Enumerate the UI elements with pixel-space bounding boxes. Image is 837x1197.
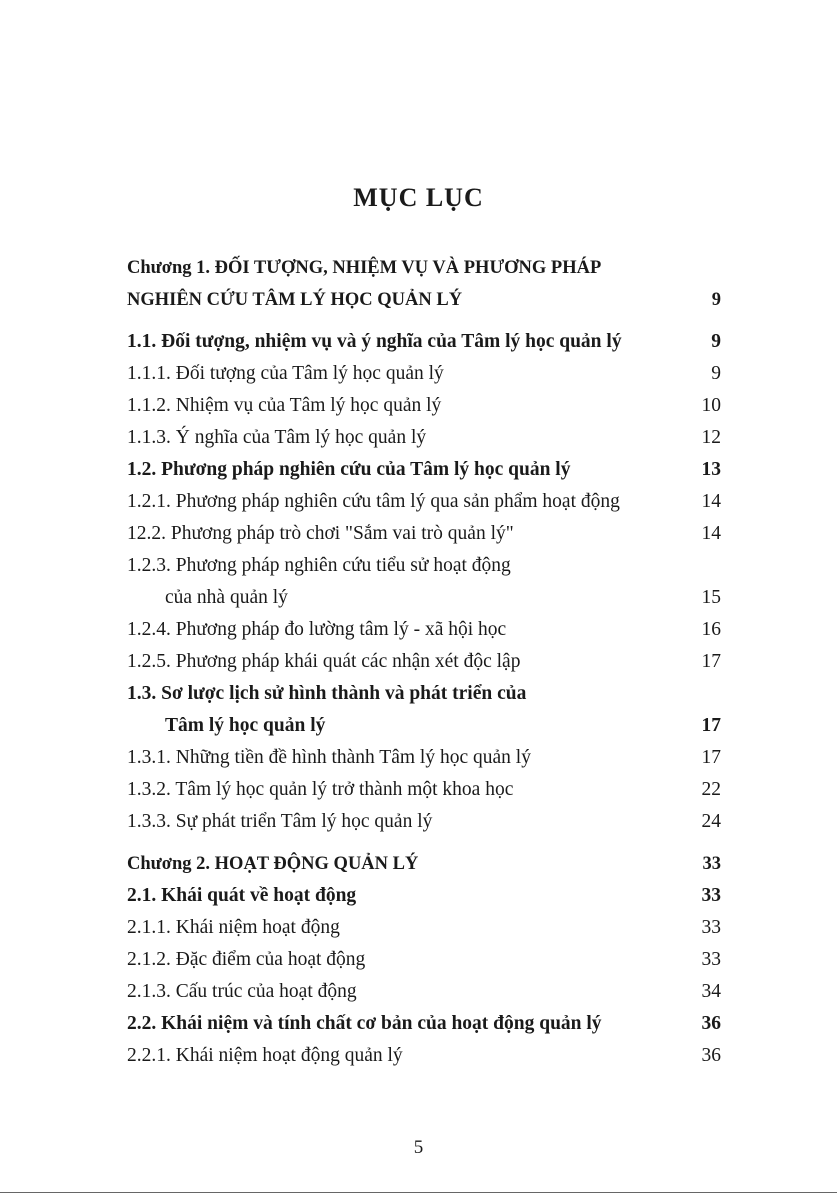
toc-entry-1-3-line1	[127, 678, 721, 710]
toc-entry-2-2-1	[127, 1040, 721, 1072]
toc-entry-text: 1.2.1. Phương pháp nghiên cứu tâm lý qua sản phẩm hoạt động	[127, 491, 620, 512]
toc-entry-text: 2.1.2. Đặc điểm của hoạt động	[127, 949, 366, 970]
toc-entry-text: 2.1. Khái quát về hoạt động	[127, 885, 357, 906]
toc-page-number: 14	[701, 523, 721, 544]
toc-entry-text: 1.2.3. Phương pháp nghiên cứu tiểu sử hoạt động	[127, 555, 511, 576]
toc-page-number: 9	[711, 331, 721, 352]
toc-entry-1-3-line2	[127, 710, 721, 742]
toc-entry-text: 1.3.3. Sự phát triển Tâm lý học quản lý	[127, 811, 433, 832]
toc-chapter-2-title: Chương 2. HOẠT ĐỘNG QUẢN LÝ	[127, 854, 419, 874]
toc-entry-2-2	[127, 1008, 721, 1040]
toc-entry-1-2-3-line1	[127, 550, 721, 582]
toc-entry-1-3-1	[127, 742, 721, 774]
toc-page-number: 34	[701, 981, 721, 1002]
toc-entry-1-2	[127, 454, 721, 486]
toc-entry-text: 1.2.4. Phương pháp đo lường tâm lý - xã hội học	[127, 619, 507, 640]
toc-entry-1-2-1	[127, 486, 721, 518]
toc-entry-text: 2.2.1. Khái niệm hoạt động quản lý	[127, 1045, 403, 1066]
toc-entry-text: 1.2. Phương pháp nghiên cứu của Tâm lý học quản lý	[127, 459, 571, 480]
toc-entry-text: 2.2. Khái niệm và tính chất cơ bản của hoạt động quản lý	[127, 1013, 602, 1034]
toc-chapter-1-subtitle: NGHIÊN CỨU TÂM LÝ HỌC QUẢN LÝ	[127, 290, 463, 310]
toc-entry-2-1	[127, 880, 721, 912]
toc-page-number: 13	[701, 459, 721, 480]
toc-entry-1-2-4	[127, 614, 721, 646]
toc-entry-text: 1.1.1. Đối tượng của Tâm lý học quản lý	[127, 363, 444, 384]
toc-entry-2-1-3	[127, 976, 721, 1008]
toc-chapter-2	[127, 848, 721, 880]
toc-entry-1-1-3	[127, 422, 721, 454]
toc-entry-text: 1.3. Sơ lược lịch sử hình thành và phát triển của	[127, 683, 527, 704]
toc-entry-text-continued: Tâm lý học quản lý	[165, 715, 326, 736]
toc-chapter-1-line1	[127, 252, 721, 284]
toc-page-number: 36	[701, 1045, 721, 1066]
page-bottom-edge	[0, 1192, 837, 1193]
toc-entry-2-1-1	[127, 912, 721, 944]
toc-entry-text: 2.1.1. Khái niệm hoạt động	[127, 917, 340, 938]
toc-entry-text: 1.1.2. Nhiệm vụ của Tâm lý học quản lý	[127, 395, 442, 416]
page-number-footer: 5	[413, 1137, 424, 1158]
toc-entry-text: 1.3.2. Tâm lý học quản lý trở thành một khoa học	[127, 779, 514, 800]
toc-entry-1-3-2	[127, 774, 721, 806]
toc-page-number: 12	[701, 427, 721, 448]
toc-page-number: 24	[701, 811, 721, 832]
toc-page-number: 10	[701, 395, 721, 416]
toc-entry-text: 12.2. Phương pháp trò chơi "Sắm vai trò quản lý"	[127, 523, 514, 544]
toc-entry-text: 1.3.1. Những tiền đề hình thành Tâm lý học quản lý	[127, 747, 531, 768]
toc-page-number: 14	[701, 491, 721, 512]
toc-page-number: 36	[701, 1013, 721, 1034]
toc-entry-text-continued: của nhà quản lý	[165, 587, 288, 608]
toc-page-number: 17	[701, 651, 721, 672]
toc-chapter-1-title: Chương 1. ĐỐI TƯỢNG, NHIỆM VỤ VÀ PHƯƠNG PHÁP	[127, 258, 602, 278]
toc-page-number: 9	[711, 363, 721, 384]
toc-chapter-1-line2	[127, 284, 721, 316]
toc-page-number: 22	[701, 779, 721, 800]
toc-entry-1-2-3-line2	[127, 582, 721, 614]
toc-entry-2-1-2	[127, 944, 721, 976]
toc-page-number: 33	[701, 949, 721, 970]
toc-entry-1-2-2	[127, 518, 721, 550]
toc-entry-1-1-2	[127, 390, 721, 422]
toc-page-number: 17	[701, 715, 721, 736]
page-title: MỤC LỤC	[353, 183, 484, 212]
toc-entry-text: 1.1. Đối tượng, nhiệm vụ và ý nghĩa của Tâm lý học quản lý	[127, 331, 622, 352]
toc-entry-text: 2.1.3. Cấu trúc của hoạt động	[127, 981, 357, 1002]
toc-page-number: 15	[701, 587, 721, 608]
toc-entry-text: 1.2.5. Phương pháp khái quát các nhận xét độc lập	[127, 651, 521, 672]
toc-entry-1-1-1	[127, 358, 721, 390]
toc-page-number: 33	[701, 885, 721, 906]
toc-page-number: 9	[711, 290, 721, 310]
toc-entry-1-3-3	[127, 806, 721, 838]
toc-entry-1-1	[127, 326, 721, 358]
toc-page-number: 16	[701, 619, 721, 640]
toc-page-number: 17	[701, 747, 721, 768]
toc-page-number: 33	[702, 854, 721, 874]
table-of-contents	[127, 252, 721, 1072]
toc-page-number: 33	[701, 917, 721, 938]
toc-entry-1-2-5	[127, 646, 721, 678]
toc-entry-text: 1.1.3. Ý nghĩa của Tâm lý học quản lý	[127, 427, 427, 448]
